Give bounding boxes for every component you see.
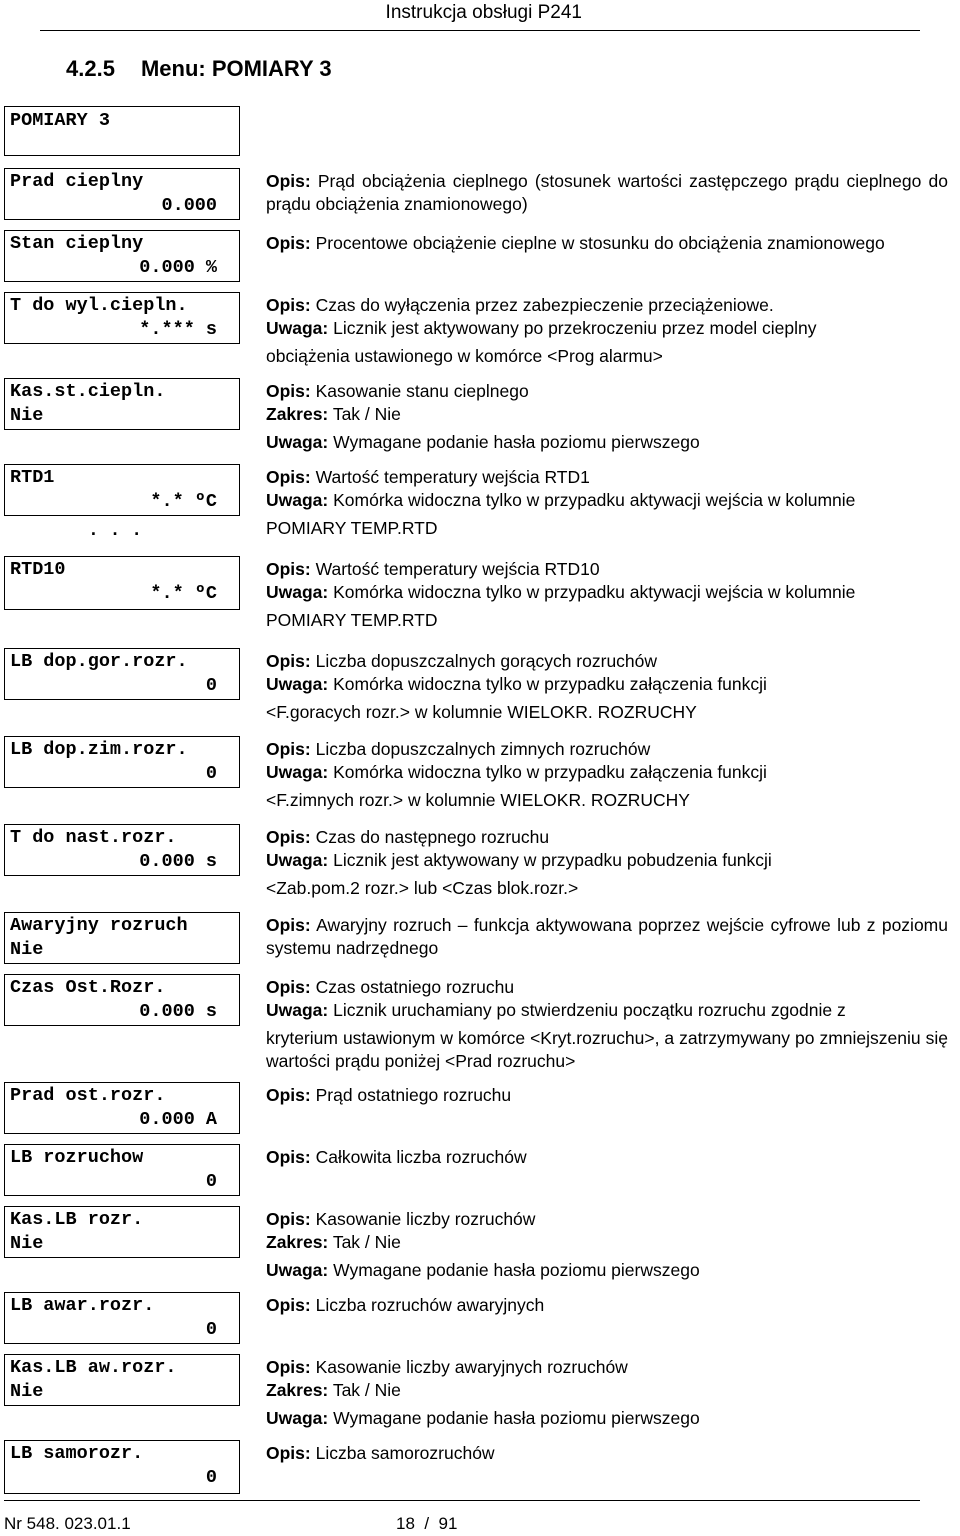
cell-label: Prad ost.rozr. [10, 1085, 166, 1106]
uwaga-text-cont: <Zab.pom.2 rozr.> lub <Czas blok.rozr.> [266, 878, 579, 898]
cell-label: Stan cieplny [10, 233, 144, 254]
uwaga-text: Wymagane podanie hasła poziomu pierwszego [333, 1260, 700, 1280]
uwaga-text-cont: obciążenia ustawionego w komórce <Prog alarmu> [266, 346, 663, 366]
desc-lb-samorozr [266, 1442, 948, 1465]
uwaga-text: Licznik jest aktywowany po przekroczeniu przez model cieplny [333, 318, 817, 338]
desc-rtd10 [266, 558, 948, 632]
desc-lb-dop-gor-rozr [266, 650, 948, 724]
opis-text: Czas do wyłączenia przez zabezpieczenie przeciążeniowe. [315, 295, 774, 315]
opis-label: Opis: [266, 1443, 311, 1463]
cell-label: Czas Ost.Rozr. [10, 977, 166, 998]
zakres-text: Tak / Nie [332, 1380, 401, 1400]
page-header-title: Instrukcja obsługi P241 [385, 2, 582, 23]
desc-lb-rozruchow [266, 1146, 948, 1169]
cell-value: 0 [205, 1319, 217, 1340]
opis-label: Opis: [266, 559, 311, 579]
menu-cell-stan-cieplny[interactable] [4, 230, 240, 282]
cell-value: 0 [205, 763, 217, 784]
desc-rtd1 [266, 466, 948, 540]
cell-value: *.*** s [139, 319, 217, 340]
opis-label: Opis: [266, 1295, 311, 1315]
menu-cell-lb-dop-gor-rozr[interactable] [4, 648, 240, 700]
cell-label: LB samorozr. [10, 1443, 144, 1464]
cell-value: 0.000 s [139, 851, 217, 872]
opis-text: Wartość temperatury wejścia RTD1 [315, 467, 590, 487]
uwaga-label: Uwaga: [266, 432, 329, 452]
cell-label: T do wyl.ciepln. [10, 295, 188, 316]
section-title-text: Menu: POMIARY 3 [140, 56, 332, 81]
desc-kas-lb-aw-rozr [266, 1356, 948, 1430]
menu-cell-rtd10[interactable] [4, 556, 240, 610]
opis-text: Liczba dopuszczalnych zimnych rozruchów [315, 739, 651, 759]
opis-text: Procentowe obciążenie cieplne w stosunku do obciążenia znamionowego [315, 233, 885, 253]
opis-label: Opis: [266, 1147, 311, 1167]
opis-label: Opis: [266, 233, 311, 253]
opis-text: Liczba rozruchów awaryjnych [315, 1295, 545, 1315]
uwaga-text: Komórka widoczna tylko w przypadku aktywacji wejścia w kolumnie [333, 490, 856, 510]
menu-cell-lb-rozruchow[interactable] [4, 1144, 240, 1196]
cell-label: Kas.LB rozr. [10, 1209, 144, 1230]
desc-kas-lb-rozr [266, 1208, 948, 1282]
uwaga-text: Licznik uruchamiany po stwierdzeniu początku rozruchu zgodnie z [333, 1000, 846, 1020]
uwaga-label: Uwaga: [266, 490, 329, 510]
desc-kas-st-ciepln [266, 380, 948, 454]
menu-cell-kas-lb-aw-rozr[interactable] [4, 1354, 240, 1406]
opis-label: Opis: [266, 1357, 311, 1377]
uwaga-label: Uwaga: [266, 850, 329, 870]
menu-cell-rtd1[interactable] [4, 464, 240, 516]
opis-label: Opis: [266, 651, 311, 671]
uwaga-text: Licznik jest aktywowany w przypadku pobudzenia funkcji [333, 850, 772, 870]
opis-label: Opis: [266, 977, 311, 997]
zakres-label: Zakres: [266, 1232, 329, 1252]
opis-label: Opis: [266, 915, 311, 935]
footer-rule [4, 1500, 920, 1501]
cell-value: Nie [10, 1233, 44, 1254]
desc-prad-cieplny [266, 170, 948, 216]
desc-stan-cieplny [266, 232, 948, 255]
menu-cell-t-do-nast-rozr[interactable] [4, 824, 240, 876]
cell-value: Nie [10, 405, 44, 426]
opis-text: Prąd obciążenia cieplnego (stosunek wartości zastępczego prądu cieplnego do prądu obciążenia znamionowego) [266, 171, 948, 214]
desc-prad-ost-rozr [266, 1084, 948, 1107]
zakres-label: Zakres: [266, 404, 329, 424]
uwaga-label: Uwaga: [266, 318, 329, 338]
menu-cell-t-do-wyl-ciepln[interactable] [4, 292, 240, 344]
opis-label: Opis: [266, 1085, 311, 1105]
uwaga-text-cont: <F.goracych rozr.> w kolumnie WIELOKR. ROZRUCHY [266, 702, 697, 722]
cell-label: LB dop.gor.rozr. [10, 651, 188, 672]
opis-text: Czas ostatniego rozruchu [315, 977, 515, 997]
uwaga-label: Uwaga: [266, 1408, 329, 1428]
desc-lb-dop-zim-rozr [266, 738, 948, 812]
desc-czas-ost-rozr [266, 976, 948, 1073]
menu-title: POMIARY 3 [10, 110, 110, 131]
cell-value: 0.000 s [139, 1001, 217, 1022]
opis-label: Opis: [266, 467, 311, 487]
desc-lb-awar-rozr [266, 1294, 948, 1317]
cell-label: RTD10 [10, 559, 66, 580]
opis-text: Awaryjny rozruch – funkcja aktywowana poprzez wejście cyfrowe lub z poziomu systemu nadrzędnego [266, 915, 948, 958]
cell-label: LB awar.rozr. [10, 1295, 155, 1316]
menu-cell-prad-cieplny[interactable] [4, 168, 240, 220]
opis-label: Opis: [266, 295, 311, 315]
cell-value: 0.000 [161, 195, 217, 216]
cell-value: 0.000 A [139, 1109, 217, 1130]
cell-value: 0 [205, 1467, 217, 1488]
menu-cell-awaryjny-rozruch[interactable] [4, 912, 240, 964]
uwaga-text-cont: POMIARY TEMP.RTD [266, 610, 438, 630]
cell-label: LB dop.zim.rozr. [10, 739, 188, 760]
cell-value: *.* ºC [150, 583, 217, 604]
opis-text: Wartość temperatury wejścia RTD10 [315, 559, 600, 579]
opis-label: Opis: [266, 739, 311, 759]
cell-label: T do nast.rozr. [10, 827, 177, 848]
uwaga-label: Uwaga: [266, 1260, 329, 1280]
zakres-text: Tak / Nie [332, 404, 401, 424]
zakres-text: Tak / Nie [332, 1232, 401, 1252]
opis-label: Opis: [266, 381, 311, 401]
menu-cell-kas-lb-rozr[interactable] [4, 1206, 240, 1258]
cell-value: 0 [205, 675, 217, 696]
cell-value: 0 [205, 1171, 217, 1192]
cell-value: Nie [10, 1381, 44, 1402]
opis-label: Opis: [266, 1209, 311, 1229]
cell-label: Kas.st.ciepln. [10, 381, 166, 402]
opis-text: Czas do następnego rozruchu [315, 827, 550, 847]
uwaga-text: Wymagane podanie hasła poziomu pierwszego [333, 432, 700, 452]
cell-label: Awaryjny rozruch [10, 915, 188, 936]
opis-text: Kasowanie stanu cieplnego [315, 381, 529, 401]
desc-t-do-wyl-ciepln [266, 294, 948, 368]
header-rule [40, 30, 920, 31]
uwaga-text: Wymagane podanie hasła poziomu pierwszego [333, 1408, 700, 1428]
opis-label: Opis: [266, 827, 311, 847]
uwaga-label: Uwaga: [266, 674, 329, 694]
cell-label: Kas.LB aw.rozr. [10, 1357, 177, 1378]
cell-label: Prad cieplny [10, 171, 144, 192]
opis-label: Opis: [266, 171, 311, 191]
opis-text: Liczba dopuszczalnych gorących rozruchów [315, 651, 658, 671]
menu-title-box [4, 106, 240, 156]
uwaga-label: Uwaga: [266, 762, 329, 782]
opis-text: Kasowanie liczby awaryjnych rozruchów [315, 1357, 628, 1377]
opis-text: Kasowanie liczby rozruchów [315, 1209, 536, 1229]
uwaga-text-cont: kryterium ustawionym w komórce <Kryt.rozruchu>, a zatrzymywany po zmniejszeniu się wartości prądu poniżej <Prad rozruchu> [266, 1028, 948, 1071]
uwaga-text: Komórka widoczna tylko w przypadku załączenia funkcji [333, 762, 767, 782]
cell-value: 0.000 % [139, 257, 217, 278]
cell-value: *.* ºC [150, 491, 217, 512]
uwaga-text-cont: POMIARY TEMP.RTD [266, 518, 438, 538]
cell-value: Nie [10, 939, 44, 960]
uwaga-text: Komórka widoczna tylko w przypadku aktywacji wejścia w kolumnie [333, 582, 856, 602]
menu-cell-lb-dop-zim-rozr[interactable] [4, 736, 240, 788]
desc-awaryjny-rozruch [266, 914, 948, 960]
opis-text: Całkowita liczba rozruchów [315, 1147, 527, 1167]
uwaga-text: Komórka widoczna tylko w przypadku załączenia funkcji [333, 674, 767, 694]
opis-text: Prąd ostatniego rozruchu [315, 1085, 512, 1105]
menu-cell-prad-ost-rozr[interactable] [4, 1082, 240, 1134]
zakres-label: Zakres: [266, 1380, 329, 1400]
opis-text: Liczba samorozruchów [315, 1443, 495, 1463]
uwaga-label: Uwaga: [266, 1000, 329, 1020]
menu-cell-czas-ost-rozr[interactable] [4, 974, 240, 1026]
uwaga-text-cont: <F.zimnych rozr.> w kolumnie WIELOKR. ROZRUCHY [266, 790, 690, 810]
menu-cell-lb-awar-rozr[interactable] [4, 1292, 240, 1344]
menu-cell-kas-st-ciepln[interactable] [4, 378, 240, 430]
section-heading [66, 56, 332, 82]
cell-label: RTD1 [10, 467, 55, 488]
desc-t-do-nast-rozr [266, 826, 948, 900]
ellipsis-rtd-range: . . . [88, 521, 143, 541]
menu-cell-lb-samorozr[interactable] [4, 1440, 240, 1494]
uwaga-label: Uwaga: [266, 582, 329, 602]
section-number: 4.2.5 [66, 56, 115, 81]
footer-page-number: 18 / 91 [396, 1514, 458, 1533]
cell-label: LB rozruchow [10, 1147, 144, 1168]
footer-doc-number: Nr 548. 023.01.1 [4, 1514, 131, 1533]
